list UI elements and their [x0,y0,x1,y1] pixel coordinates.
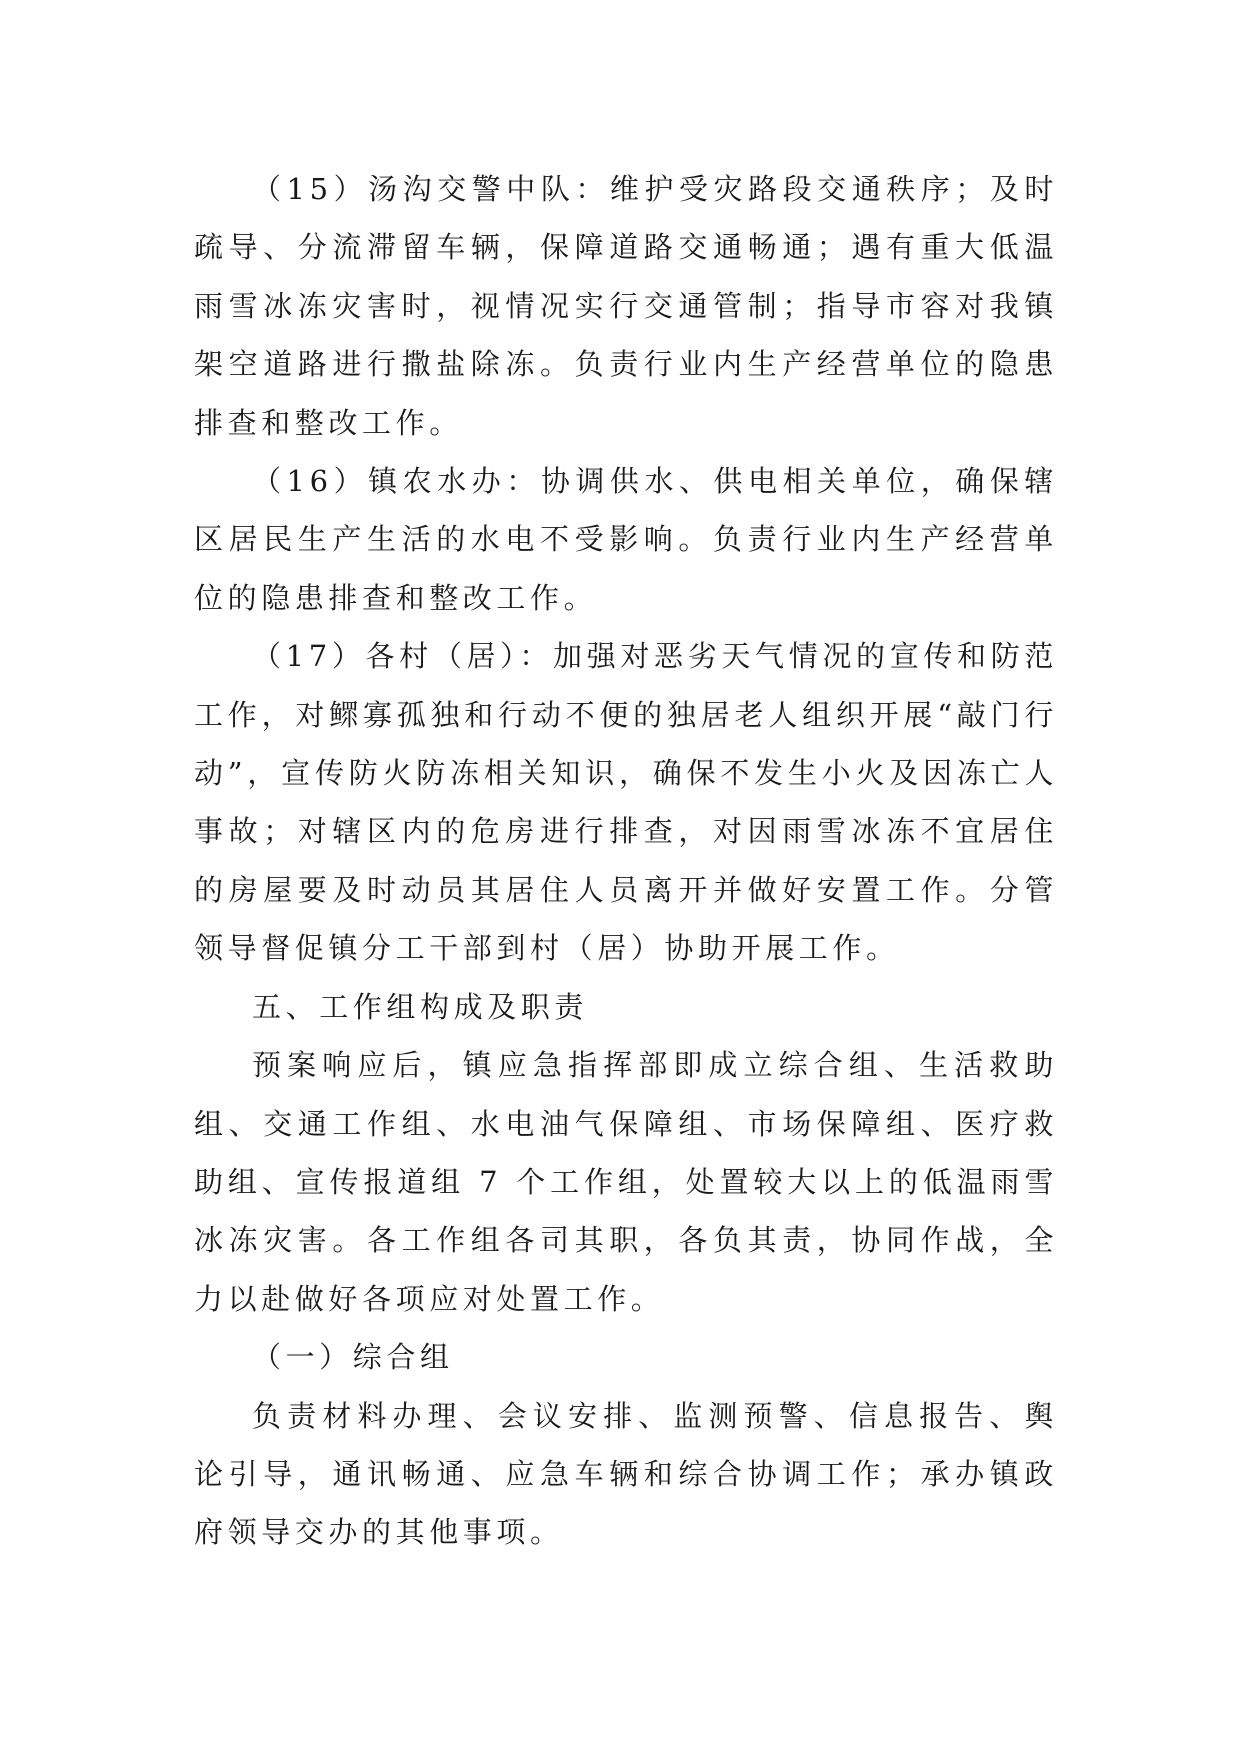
subsection-heading: （一）综合组 [252,1340,454,1375]
document-body [194,160,1058,1562]
paragraph-villages: （17）各村（居）：加强对恶劣天气情况的宣传和防范工作，对鳏寡孤独和行动不便的独居老人组织开展“敲门行动”，宣传防火防冻相关知识，确保不发生小火及因冻亡人事故；对辖区内的危房进行排查，对因雨雪冰冻不宜居住的房屋要及时动员其居住人员离开并做好安置工作。分管领导督促镇分工干部到村（居）协助开展工作。 [194,639,1058,966]
paragraph-general-group: 负责材料办理、会议安排、监测预警、信息报告、舆论引导，通讯畅通、应急车辆和综合协调工作；承办镇政府领导交办的其他事项。 [194,1398,1058,1550]
section-heading: 五、工作组构成及职责 [252,989,589,1024]
paragraph-water-office: （16）镇农水办：协调供水、供电相关单位，确保辖区居民生产生活的水电不受影响。负责行业内生产经营单位的隐患排查和整改工作。 [194,464,1058,615]
paragraph-working-groups: 预案响应后，镇应急指挥部即成立综合组、生活救助组、交通工作组、水电油气保障组、市场保障组、医疗救助组、宣传报道组 7 个工作组，处置较大以上的低温雨雪冰冻灾害。各工作组各司其职，各负其责，协同作战，全力以赴做好各项应对处置工作。 [194,1048,1058,1316]
paragraph-traffic-police: （15）汤沟交警中队：维护受灾路段交通秩序；及时疏导、分流滞留车辆，保障道路交通畅通；遇有重大低温雨雪冰冻灾害时，视情况实行交通管制；指导市容对我镇架空道路进行撒盐除冻。负责行业内生产经营单位的隐患排查和整改工作。 [194,172,1058,440]
